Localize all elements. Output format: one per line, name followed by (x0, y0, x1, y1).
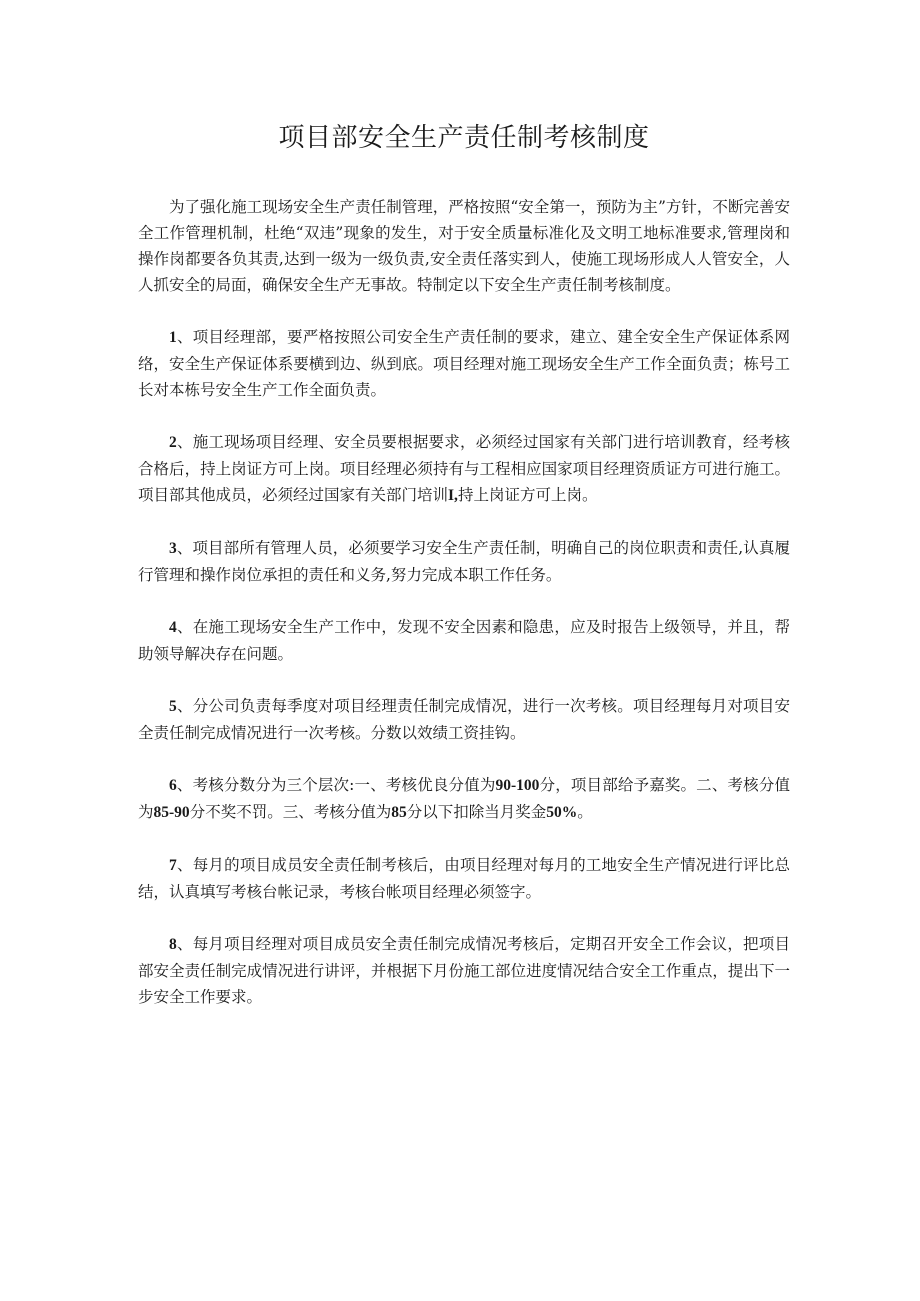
clause-text: 。 (577, 803, 593, 821)
clause-text: 、每月项目经理对项目成员安全责任制完成情况考核后，定期召开安全工作会议，把项目部安全责任制完成情况进行讲评，并根据下月份施工部位进度情况结合安全工作重点，提出下一步安全工作要求。 (138, 935, 790, 1006)
clause-6 (138, 772, 790, 826)
clause-text: 分以下扣除当月奖金 (406, 803, 547, 821)
clause-2 (138, 429, 790, 509)
clause-number: 3 (169, 540, 177, 557)
score-range-excellent: 90-100 (495, 777, 540, 794)
score-range-neutral: 85-90 (153, 804, 190, 821)
clause-5 (138, 693, 790, 746)
clause-number: 5 (169, 698, 177, 715)
clause-number: 1 (169, 329, 177, 346)
clause-1 (138, 324, 790, 403)
clause-4 (138, 614, 790, 667)
score-threshold: 85 (391, 804, 407, 821)
clause-text: 、分公司负责每季度对项目经理责任制完成情况，进行一次考核。项目经理每月对项目安全责任制完成情况进行一次考核。分数以效绩工资挂钩。 (138, 697, 790, 742)
intro-paragraph: 为了强化施工现场安全生产责任制管理，严格按照“安全第一，预防为主”方针，不断完善安全工作管理机制，杜绝“双违”现象的发生，对于安全质量标准化及文明工地标准要求,管理岗和操作岗都要各负其责,达到一级为一级负责,安全责任落实到人，使施工现场形成人人管安全，人人抓安全的局面，确保安全生产无事故。特制定以下安全生产责任制考核制度。 (138, 198, 790, 294)
clause-7 (138, 852, 790, 905)
clause-number: 8 (169, 936, 177, 953)
bonus-deduction-percent: 50% (546, 804, 578, 821)
document-title: 项目部安全生产责任制考核制度 (278, 123, 650, 153)
clause-number: 2 (169, 434, 177, 451)
clause-text: 、项目经理部，要严格按照公司安全生产责任制的要求，建立、建全安全生产保证体系网络，安全生产保证体系要横到边、纵到底。项目经理对施工现场安全生产工作全面负责；栋号工长对本栋号安全生产工作全面负责。 (138, 328, 790, 399)
clause-number: 7 (169, 857, 177, 874)
clause-text: 分，项目部给予嘉奖。二、考核分值为 (138, 776, 790, 821)
clause-text: 分不奖不罚。三、考核分值为 (189, 803, 392, 821)
clause-text: 、项目部所有管理人员，必须要学习安全生产责任制，明确自己的岗位职责和责任,认真履行管理和操作岗位承担的责任和义务,努力完成本职工作任务。 (138, 539, 790, 584)
clause-text: 持上岗证方可上岗。 (457, 486, 598, 504)
clause-number: 4 (169, 619, 177, 636)
clause-number: 6 (169, 777, 177, 794)
clause-text: 、施工现场项目经理、安全员要根据要求，必须经过国家有关部门进行培训教育，经考核合格后，持上岗证方可上岗。项目经理必须持有与工程相应国家项目经理资质证方可进行施工。项目部其他成员，必须经过国家有关部门培训 (138, 433, 790, 504)
clause-text: 、在施工现场安全生产工作中，发现不安全因素和隐患，应及时报告上级领导，并且，帮助领导解决存在问题。 (138, 618, 790, 663)
clause-text: 、考核分数分为三个层次:一、考核优良分值为 (176, 776, 496, 794)
clause-8 (138, 931, 790, 1010)
clause-bold-text: I, (448, 487, 458, 504)
clause-3 (138, 535, 790, 588)
clause-text: 、每月的项目成员安全责任制考核后，由项目经理对每月的工地安全生产情况进行评比总结，认真填写考核台帐记录，考核台帐项目经理必须签字。 (138, 856, 790, 901)
document-page (138, 118, 790, 1036)
